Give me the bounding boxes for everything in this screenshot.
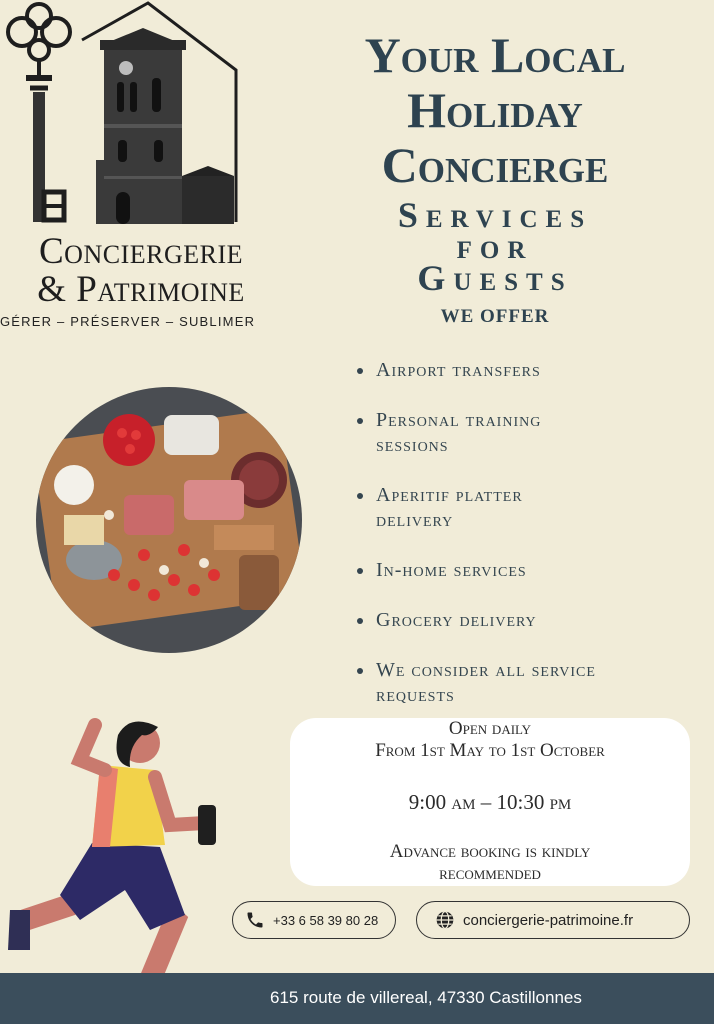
aperitif-platter-image	[34, 385, 304, 655]
globe-icon	[435, 910, 455, 930]
we-offer-heading: WE OFFER	[440, 306, 550, 327]
service-label: Aperitif platter delivery	[376, 484, 523, 531]
phone-icon	[245, 910, 265, 930]
service-item-requests	[352, 658, 676, 708]
services-heading-line2: for	[456, 226, 534, 266]
footer-bar	[0, 973, 714, 1024]
service-label: We consider all service requests	[376, 659, 596, 706]
service-list	[352, 358, 682, 733]
service-item-airport	[352, 358, 682, 383]
website-link[interactable]	[416, 901, 690, 939]
page-edge	[714, 0, 722, 1024]
service-item-in-home	[352, 558, 682, 583]
bullet-icon	[357, 668, 363, 674]
phone-number: +33 6 58 39 80 28	[273, 912, 379, 928]
runner-illustration	[0, 715, 230, 1015]
bullet-icon	[357, 368, 363, 374]
bullet-icon	[357, 493, 363, 499]
bullet-icon	[357, 618, 363, 624]
services-heading-line1: Services	[397, 195, 593, 235]
headline-line2: Holiday	[407, 82, 583, 138]
brand-name-line2: & Patrimoine	[37, 269, 245, 310]
brand-tagline: GÉRER – PRÉSERVER – SUBLIMER	[0, 314, 256, 329]
headline-line1: Your Local	[364, 27, 626, 83]
headline-line3: Concierge	[381, 137, 609, 193]
service-item-training	[352, 408, 606, 458]
website-url: conciergerie-patrimoine.fr	[463, 911, 634, 929]
services-heading-line3: Guests	[417, 258, 573, 298]
opening-hours: 9:00 am – 10:30 pm	[408, 790, 572, 814]
service-item-grocery	[352, 608, 682, 633]
booking-note-line2: recommended	[439, 863, 541, 884]
brand-name-line1: Conciergerie	[39, 231, 243, 272]
phone-contact[interactable]	[232, 901, 396, 939]
service-label: In-home services	[376, 559, 527, 581]
opening-hours-card	[290, 718, 690, 886]
service-label: Personal training sessions	[376, 409, 542, 456]
service-label: Airport transfers	[376, 359, 541, 381]
booking-note-line1: Advance booking is kindly	[389, 841, 591, 862]
bullet-icon	[357, 418, 363, 424]
service-label: Grocery delivery	[376, 609, 537, 631]
bullet-icon	[357, 568, 363, 574]
service-item-aperitif	[352, 483, 586, 533]
open-daily-label: Open daily	[448, 718, 532, 739]
church-tower-icon	[96, 28, 234, 224]
season-date-range: From 1st May to 1st October	[375, 740, 605, 761]
key-icon	[8, 4, 70, 222]
address: 615 route de villereal, 47330 Castillonnes	[270, 988, 582, 1007]
logo-illustration	[0, 0, 282, 230]
